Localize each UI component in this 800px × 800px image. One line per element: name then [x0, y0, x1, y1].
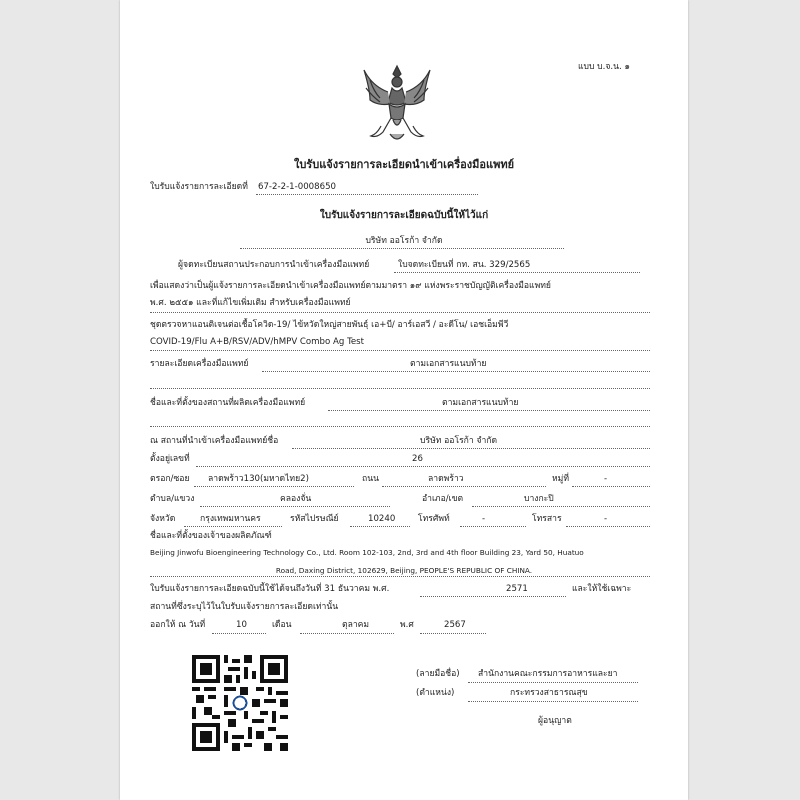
company-name: บริษัท ออโรก้า จำกัด	[365, 236, 443, 246]
road-label: ถนน	[362, 474, 379, 484]
device-detail-label: รายละเอียดเครื่องมือแพทย์	[150, 359, 249, 369]
moo-value: -	[604, 474, 608, 484]
issued-to-heading: ใบรับแจ้งรายการละเอียดฉบับนี้ให้ไว้แก่	[319, 210, 489, 221]
fax-label: โทรสาร	[532, 514, 562, 524]
province-label: จังหวัด	[150, 514, 176, 524]
postal-value: 10240	[368, 514, 396, 524]
signature-value: สำนักงานคณะกรรมการอาหารและยา	[478, 669, 618, 679]
position-label: (ตำแหน่ง)	[416, 688, 455, 698]
issued-month: ตุลาคม	[342, 620, 370, 630]
province-value: กรุงเทพมหานคร	[200, 514, 261, 524]
address-number-value: 26	[412, 454, 423, 464]
moo-label: หมู่ที่	[552, 474, 569, 484]
address-number-label: ตั้งอยู่เลขที่	[150, 454, 190, 464]
form-code: แบบ บ.จ.น. ๑	[578, 62, 630, 72]
subdistrict-value: คลองจั่น	[280, 494, 312, 504]
para1-text: ผู้จดทะเบียนสถานประกอบการนำเข้าเครื่องมือแพทย์	[178, 260, 370, 270]
position-value: กระทรวงสาธารณสุข	[510, 688, 588, 698]
district-label: อำเภอ/เขต	[422, 494, 464, 504]
cert-number-label: ใบรับแจ้งรายการละเอียดที่	[150, 182, 248, 192]
owner-label: ชื่อและที่ตั้งของเจ้าของผลิตภัณฑ์	[150, 531, 272, 541]
device-name-thai: ชุดตรวจหาแอนติเจนต่อเชื้อโควิด-19/ ไข้หวัดใหญ่สายพันธุ์ เอ+บี/ อาร์เอสวี / อะดีโน/ เอชเอ็มพีวี	[150, 320, 509, 330]
manufacturer-value: ตามเอกสารแนบท้าย	[442, 398, 519, 408]
qr-code-icon[interactable]	[192, 655, 288, 751]
validity-year: 2571	[506, 584, 528, 594]
document-page	[120, 0, 688, 800]
para3-text: พ.ศ. ๒๕๕๑ และที่แก้ไขเพิ่มเติม สำหรับเครื่องมือแพทย์	[150, 298, 351, 308]
phone-value: -	[482, 514, 486, 524]
subdistrict-label: ตำบล/แขวง	[150, 494, 195, 504]
device-name-english: COVID-19/Flu A+B/RSV/ADV/hMPV Combo Ag Test	[150, 337, 364, 347]
validity-suffix: และให้ใช้เฉพาะ	[572, 584, 632, 594]
validity-scope: สถานที่ซึ่งระบุไว้ในใบรับแจ้งรายการละเอียดเท่านั้น	[150, 602, 339, 612]
import-place-label: ณ สถานที่นำเข้าเครื่องมือแพทย์ชื่อ	[150, 436, 279, 446]
year-label: พ.ศ	[400, 620, 414, 630]
owner-address-line2: Road, Daxing District, 102629, Beijing, PEOPLE'S REPUBLIC OF CHINA.	[275, 566, 533, 575]
month-label: เดือน	[272, 620, 292, 630]
device-detail-value: ตามเอกสารแนบท้าย	[410, 359, 487, 369]
road-value: ลาดพร้าว	[428, 474, 464, 484]
signature-label: (ลายมือชื่อ)	[416, 669, 460, 679]
cert-number-value: 67-2-2-1-0008650	[258, 182, 337, 192]
soi-label: ตรอก/ซอย	[150, 474, 190, 484]
issued-year: 2567	[444, 620, 466, 630]
fax-value: -	[604, 514, 608, 524]
owner-address-line1: Beijing Jinwofu Bioengineering Technology Co., Ltd. Room 102-103, 2nd, 3rd and 4th floor Building 23, Yard 50, Huatuo	[150, 548, 584, 557]
document-title: ใบรับแจ้งรายการละเอียดนำเข้าเครื่องมือแพทย์	[293, 158, 515, 171]
soi-value: ลาดพร้าว130(มหาดไทย2)	[208, 474, 309, 484]
import-place-value: บริษัท ออโรก้า จำกัด	[420, 436, 498, 446]
para2-text: เพื่อแสดงว่าเป็นผู้แจ้งรายการละเอียดนำเข้าเครื่องมือแพทย์ตามมาตรา ๑๙ แห่งพระราชบัญญัติเครื่องมือแพทย์	[150, 281, 551, 291]
registration-number: ใบจดทะเบียนที่ กท. สน. 329/2565	[398, 260, 531, 270]
district-value: บางกะปิ	[524, 494, 554, 504]
authorizer-title: ผู้อนุญาต	[538, 716, 572, 726]
postal-label: รหัสไปรษณีย์	[290, 514, 339, 524]
issued-date-label: ออกให้ ณ วันที่	[150, 620, 206, 630]
validity-text: ใบรับแจ้งรายการละเอียดฉบับนี้ใช้ได้จนถึงวันที่ 31 ธันวาคม พ.ศ.	[150, 584, 390, 594]
manufacturer-label: ชื่อและที่ตั้งของสถานที่ผลิตเครื่องมือแพทย์	[150, 398, 306, 408]
issued-day: 10	[236, 620, 247, 630]
garuda-emblem-icon	[360, 62, 434, 146]
phone-label: โทรศัพท์	[418, 514, 450, 524]
